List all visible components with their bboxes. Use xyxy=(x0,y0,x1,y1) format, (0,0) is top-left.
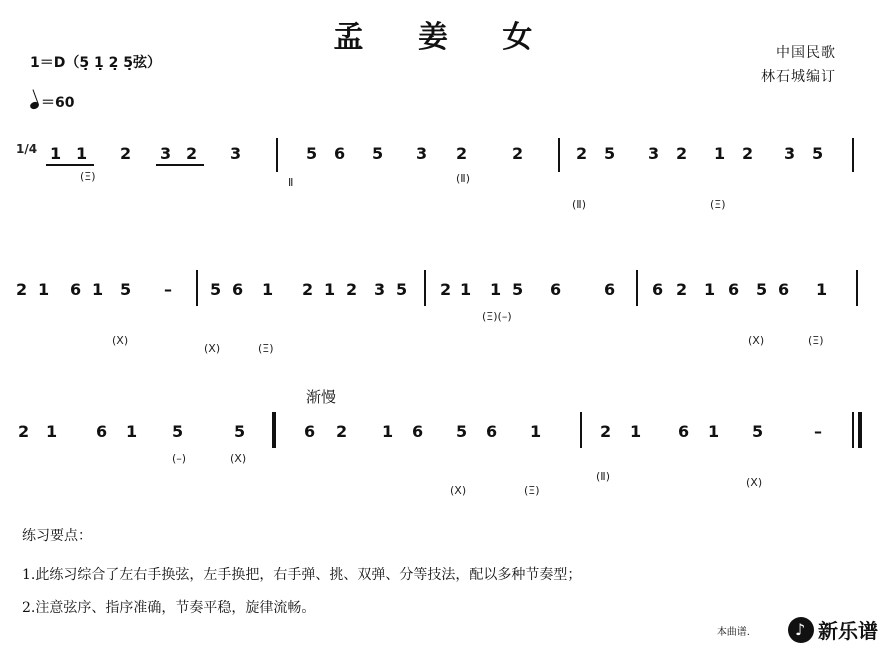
quarter-note-icon xyxy=(29,101,40,111)
fingering-label: (Ξ) xyxy=(808,334,824,347)
score-row-3 xyxy=(0,400,888,500)
credit-source: 中国民歌 xyxy=(776,45,836,61)
note: 6 xyxy=(604,280,616,299)
fingering-label: (Ⅱ) xyxy=(456,172,470,185)
bar-line xyxy=(196,270,198,306)
note: 5 xyxy=(306,144,318,163)
fingering-label: (Ξ) xyxy=(710,198,726,211)
score-row-1 xyxy=(0,120,888,220)
note: 6 xyxy=(778,280,790,299)
fingering-label: (Ⅹ) xyxy=(230,452,247,465)
note: 2 xyxy=(186,144,198,163)
note: 1 xyxy=(50,144,62,163)
fingering-label: (Ξ) xyxy=(80,170,96,183)
note: 1 xyxy=(92,280,104,299)
note: 1 xyxy=(76,144,88,163)
fingering-label: (Ⅱ) xyxy=(572,198,586,211)
note: 2 xyxy=(512,144,524,163)
note: – xyxy=(814,422,822,441)
note: 5 xyxy=(812,144,824,163)
note: 3 xyxy=(784,144,796,163)
bar-line xyxy=(636,270,638,306)
note: 6 xyxy=(96,422,108,441)
score-row-2 xyxy=(0,262,888,362)
time-signature: 1/4 xyxy=(16,142,38,156)
note: 3 xyxy=(416,144,428,163)
note: 6 xyxy=(412,422,424,441)
note: 1 xyxy=(530,422,542,441)
fingering-label: (–) xyxy=(172,452,187,465)
note: 5 xyxy=(756,280,768,299)
note: 5 xyxy=(752,422,764,441)
note: 5 xyxy=(210,280,222,299)
note: 5 xyxy=(604,144,616,163)
note: 1 xyxy=(704,280,716,299)
note: 6 xyxy=(70,280,82,299)
note: 2 xyxy=(440,280,452,299)
fingering-label: (Ξ)(–) xyxy=(482,310,512,323)
bar-line xyxy=(580,412,582,448)
note: 3 xyxy=(648,144,660,163)
bar-line xyxy=(852,138,854,172)
slowing-marking: 渐慢 xyxy=(306,388,337,406)
note: 3 xyxy=(230,144,242,163)
note: 5 xyxy=(234,422,246,441)
page-title: 孟 姜 女 xyxy=(333,20,555,55)
note: 2 xyxy=(346,280,358,299)
fingering-label: (Ⅹ) xyxy=(112,334,129,347)
fingering-label: Ⅱ xyxy=(288,176,294,189)
note: 5 xyxy=(372,144,384,163)
fingering-label: (Ⅱ) xyxy=(596,470,610,483)
note: 5 xyxy=(120,280,132,299)
note: 2 xyxy=(18,422,30,441)
fingering-label: (Ⅹ) xyxy=(204,342,221,355)
source-label: 本曲谱. xyxy=(716,627,750,638)
practice-point-2: 2.注意弦序、指序准确，节奏平稳，旋律流畅。 xyxy=(22,600,316,616)
note: 1 xyxy=(460,280,472,299)
tempo-marking xyxy=(30,92,74,112)
note: 3 xyxy=(160,144,172,163)
note: 1 xyxy=(46,422,58,441)
note: 1 xyxy=(490,280,502,299)
note: 1 xyxy=(262,280,274,299)
repeat-bar xyxy=(272,412,276,448)
note: 1 xyxy=(708,422,720,441)
note: 1 xyxy=(714,144,726,163)
note: 5 xyxy=(456,422,468,441)
fingering-label: (Ⅹ) xyxy=(746,476,763,489)
final-bar-thin xyxy=(852,412,854,448)
note: 1 xyxy=(382,422,394,441)
practice-point-1: 1.此练习综合了左右手换弦，左手换把，右手弹、挑、双弹、分等技法，配以多种节奏型； xyxy=(22,567,582,583)
note: 6 xyxy=(304,422,316,441)
note: 1 xyxy=(816,280,828,299)
note: 6 xyxy=(486,422,498,441)
fingering-label: (Ξ) xyxy=(524,484,540,497)
note: 6 xyxy=(232,280,244,299)
key-signature: 1＝D（5̣ 1̣ 2̣ 5̣弦） xyxy=(30,55,161,71)
note: 2 xyxy=(676,280,688,299)
music-logo-icon xyxy=(788,617,814,643)
final-bar-thick xyxy=(858,412,862,448)
beam xyxy=(46,164,94,166)
note: 1 xyxy=(126,422,138,441)
note: 2 xyxy=(336,422,348,441)
credit-arranger: 林石城编订 xyxy=(761,69,836,85)
fingering-label: (Ξ) xyxy=(258,342,274,355)
note: 2 xyxy=(742,144,754,163)
note: 6 xyxy=(678,422,690,441)
bar-line xyxy=(558,138,560,172)
note: 1 xyxy=(630,422,642,441)
note: 5 xyxy=(172,422,184,441)
note: – xyxy=(164,280,172,299)
note: 2 xyxy=(456,144,468,163)
note: 5 xyxy=(512,280,524,299)
bar-line xyxy=(424,270,426,306)
note: 2 xyxy=(120,144,132,163)
note: 5 xyxy=(396,280,408,299)
note: 3 xyxy=(374,280,386,299)
note: 2 xyxy=(600,422,612,441)
section-title: 练习要点： xyxy=(22,528,92,544)
bar-line xyxy=(276,138,278,172)
note: 6 xyxy=(728,280,740,299)
note: 1 xyxy=(324,280,336,299)
note: 1 xyxy=(38,280,50,299)
note: 2 xyxy=(676,144,688,163)
note: 2 xyxy=(576,144,588,163)
bar-line xyxy=(856,270,858,306)
beam xyxy=(156,164,204,166)
fingering-label: (Ⅹ) xyxy=(748,334,765,347)
note: 6 xyxy=(652,280,664,299)
logo-text: 新乐谱 xyxy=(818,619,878,643)
note: 2 xyxy=(16,280,28,299)
note: 2 xyxy=(302,280,314,299)
note: 6 xyxy=(334,144,346,163)
fingering-label: (Ⅹ) xyxy=(450,484,467,497)
tempo-value: ＝60 xyxy=(41,95,75,111)
site-logo[interactable] xyxy=(788,615,878,644)
note: 6 xyxy=(550,280,562,299)
